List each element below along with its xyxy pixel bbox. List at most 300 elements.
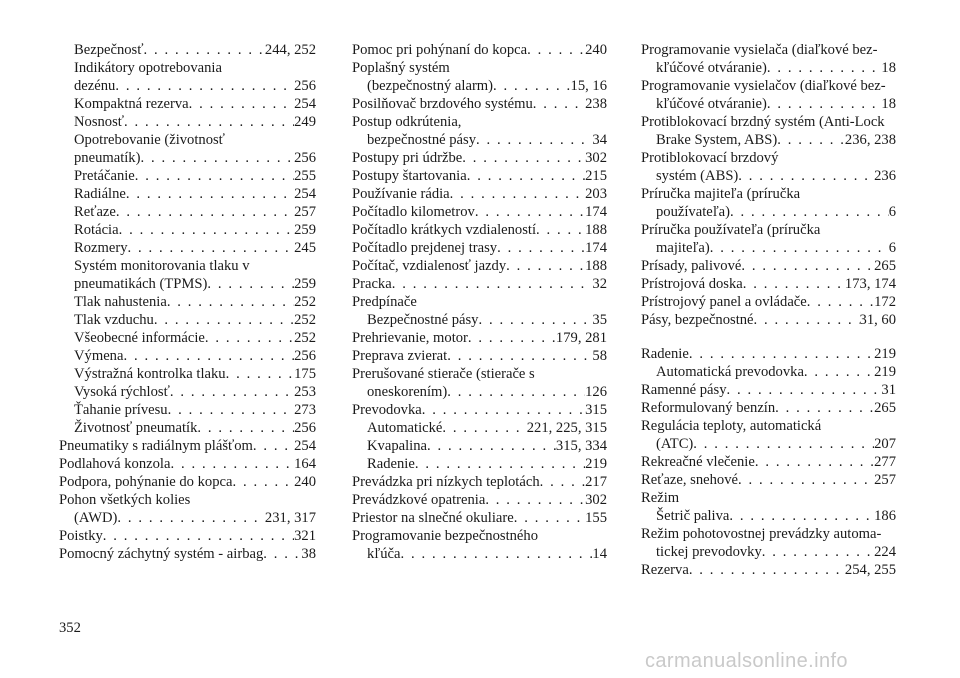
page-reference: 15, 16 [570, 78, 607, 94]
index-entry [352, 185, 607, 203]
index-entry [641, 221, 896, 239]
page-reference: 32 [592, 276, 607, 292]
index-entry [352, 131, 607, 149]
index-entry [352, 311, 607, 329]
index-entry [352, 257, 607, 275]
index-term: Počítač, vzdialenosť jazdy [352, 258, 507, 274]
index-term: Protiblokovací brzdný systém (Anti-Lock [641, 114, 885, 130]
index-entry [641, 149, 896, 167]
dot-leader [140, 149, 294, 167]
index-entry [641, 525, 896, 543]
index-entry [641, 453, 896, 471]
index-term: Reťaze [74, 204, 116, 220]
page-reference: 254 [294, 186, 316, 202]
page-reference: 215 [585, 168, 607, 184]
index-entry [59, 419, 316, 437]
page-reference: 254, 255 [844, 562, 896, 578]
index-entry [59, 365, 316, 383]
dot-leader [467, 167, 585, 185]
page-reference: 173, 174 [844, 276, 896, 292]
dot-leader [189, 95, 294, 113]
index-term: Režim [641, 490, 680, 506]
index-entry [59, 437, 316, 455]
index-term: Kompaktná rezerva [74, 96, 189, 112]
dot-leader [743, 275, 845, 293]
index-entry [59, 167, 316, 185]
index-term: kľúčové otváranie) [656, 96, 767, 112]
dot-leader [755, 453, 874, 471]
page-reference: 252 [294, 294, 316, 310]
index-term: Vysoká rýchlosť [74, 384, 170, 400]
page-reference: 253 [294, 384, 316, 400]
dot-leader [485, 491, 585, 509]
dot-leader [730, 203, 889, 221]
index-term: Bezpečnosť [74, 42, 144, 58]
index-term: Programovanie vysielača (diaľkové bez- [641, 42, 878, 58]
page-reference: 277 [874, 454, 896, 470]
dot-leader [253, 437, 294, 455]
index-term: majiteľa) [656, 240, 710, 256]
dot-leader [767, 59, 882, 77]
index-entry [59, 293, 316, 311]
page-reference: 155 [585, 510, 607, 526]
index-term: Programovanie bezpečnostného [352, 528, 539, 544]
index-term: Životnosť pneumatík [74, 420, 198, 436]
index-entry [59, 275, 316, 293]
dot-leader [128, 239, 295, 257]
index-term: Podpora, pohýnanie do kopca [59, 474, 233, 490]
index-entry [59, 455, 316, 473]
index-term: Protiblokovací brzdový [641, 150, 779, 166]
index-entry [641, 257, 896, 275]
page-reference: 256 [294, 420, 316, 436]
index-term: Predpínače [352, 294, 417, 310]
page-reference: 18 [881, 96, 896, 112]
page-reference: 259 [294, 276, 316, 292]
index-column-2 [352, 41, 607, 563]
index-entry [641, 417, 896, 435]
index-term: Postup odkrútenia, [352, 114, 462, 130]
page-reference: 240 [294, 474, 316, 490]
dot-leader [143, 41, 264, 59]
index-term: Výstražná kontrolka tlaku [74, 366, 226, 382]
page-reference: 315 [585, 402, 607, 418]
dot-leader [497, 239, 585, 257]
index-term: Nosnosť [74, 114, 125, 130]
index-entry [59, 203, 316, 221]
index-term: Poistky [59, 528, 103, 544]
dot-leader [478, 311, 592, 329]
dot-leader [727, 381, 882, 399]
index-term: Rozmery [74, 240, 128, 256]
index-entry [352, 239, 607, 257]
index-entry [641, 203, 896, 221]
index-entry [59, 221, 316, 239]
page-reference: 257 [294, 204, 316, 220]
index-entry [59, 509, 316, 527]
index-term: Radenie [641, 346, 689, 362]
dot-leader [777, 131, 845, 149]
index-term: Prevádzka pri nízkych teplotách [352, 474, 540, 490]
dot-leader [689, 561, 845, 579]
index-term: Ramenné pásy [641, 382, 727, 398]
page-reference: 255 [294, 168, 316, 184]
dot-leader [476, 131, 592, 149]
index-entry [641, 77, 896, 95]
index-term: používateľa) [656, 204, 730, 220]
page-reference: 174 [585, 204, 607, 220]
index-term: Postupy pri údržbe [352, 150, 463, 166]
index-entry [352, 203, 607, 221]
index-term: Príručka používateľa (príručka [641, 222, 821, 238]
index-term: Ťahanie prívesu [74, 402, 168, 418]
index-term: Pneumatiky s radiálnym plášťom [59, 438, 253, 454]
dot-leader [123, 347, 294, 365]
index-term: oneskorením) [367, 384, 448, 400]
index-entry [641, 239, 896, 257]
index-entry [59, 311, 316, 329]
index-term: Opotrebovanie (životnosť [74, 132, 225, 148]
index-entry [59, 77, 316, 95]
dot-leader [427, 437, 556, 455]
index-entry [352, 419, 607, 437]
page-reference: 252 [294, 312, 316, 328]
index-term: Automatická prevodovka [656, 364, 804, 380]
index-term: tickej prevodovky [656, 544, 762, 560]
index-term: Kvapalina [367, 438, 427, 454]
dot-leader [738, 167, 874, 185]
dot-leader [527, 41, 585, 59]
dot-leader [442, 419, 526, 437]
page-reference: 273 [294, 402, 316, 418]
index-column-3 [641, 41, 896, 579]
dot-leader [804, 363, 874, 381]
index-entry [352, 113, 607, 131]
index-entry [352, 95, 607, 113]
page-number: 352 [59, 620, 81, 636]
dot-leader [422, 401, 585, 419]
page-reference: 175 [294, 366, 316, 382]
page-reference: 252 [294, 330, 316, 346]
page-reference: 35 [592, 312, 607, 328]
index-term: Podlahová konzola [59, 456, 171, 472]
index-term: Priestor na slnečné okuliare [352, 510, 514, 526]
dot-leader [738, 471, 874, 489]
page-reference: 259 [294, 222, 316, 238]
index-term: Počítadlo prejdenej trasy [352, 240, 498, 256]
dot-leader [475, 203, 585, 221]
index-entry [352, 149, 607, 167]
page-reference: 321 [294, 528, 316, 544]
dot-leader [693, 435, 874, 453]
page-reference: 34 [592, 132, 607, 148]
index-term: Rekreačné vlečenie [641, 454, 755, 470]
dot-leader [447, 383, 585, 401]
index-entry [641, 489, 896, 507]
index-entry [352, 545, 607, 563]
index-term: Programovanie vysielačov (diaľkové bez- [641, 78, 886, 94]
index-term: Indikátory opotrebovania [74, 60, 222, 76]
index-entry [352, 509, 607, 527]
index-term: Systém monitorovania tlaku v [74, 258, 250, 274]
page-reference: 14 [592, 546, 607, 562]
index-entry [641, 381, 896, 399]
index-term: Používanie rádia [352, 186, 450, 202]
dot-leader [762, 543, 874, 561]
index-term: Postupy štartovania [352, 168, 467, 184]
index-term: Tlak nahustenia [74, 294, 167, 310]
dot-leader [741, 257, 874, 275]
index-term: kľúčové otváranie) [656, 60, 767, 76]
index-term: (ATC) [656, 436, 694, 452]
index-term: Preprava zvierat [352, 348, 448, 364]
index-term: Poplašný systém [352, 60, 450, 76]
index-entry [59, 329, 316, 347]
index-term: Pretáčanie [74, 168, 135, 184]
dot-leader [126, 185, 294, 203]
index-term: Radenie [367, 456, 415, 472]
index-term: dezénu [74, 78, 116, 94]
dot-leader [767, 95, 882, 113]
page-reference: 315, 334 [555, 438, 607, 454]
index-entry [352, 401, 607, 419]
page-reference: 256 [294, 78, 316, 94]
index-entry [59, 527, 316, 545]
dot-leader [807, 293, 874, 311]
dot-leader [710, 239, 889, 257]
dot-leader [205, 329, 294, 347]
watermark: carmanualsonline.info [645, 650, 848, 672]
index-entry [641, 399, 896, 417]
dot-leader [689, 345, 874, 363]
section-gap [641, 329, 896, 345]
page-reference: 58 [592, 348, 607, 364]
index-term: Reťaze, snehové [641, 472, 738, 488]
index-entry [352, 41, 607, 59]
dot-leader [232, 473, 294, 491]
dot-leader [468, 329, 556, 347]
index-entry [59, 185, 316, 203]
page-reference: 18 [881, 60, 896, 76]
dot-leader [170, 455, 294, 473]
page-reference: 188 [585, 258, 607, 274]
index-term: Prehrievanie, motor [352, 330, 468, 346]
page-reference: 236, 238 [844, 132, 896, 148]
page-reference: 238 [585, 96, 607, 112]
page-reference: 172 [874, 294, 896, 310]
dot-leader [263, 545, 301, 563]
index-entry [352, 59, 607, 77]
index-entry [59, 347, 316, 365]
index-entry [641, 275, 896, 293]
index-term: Pracka [352, 276, 392, 292]
page-reference: 207 [874, 436, 896, 452]
index-term: Pohon všetkých kolies [59, 492, 191, 508]
index-entry [59, 149, 316, 167]
page-reference: 186 [874, 508, 896, 524]
page-reference: 164 [294, 456, 316, 472]
index-entry [352, 293, 607, 311]
dot-leader [415, 455, 585, 473]
page-reference: 240 [585, 42, 607, 58]
page-reference: 6 [888, 204, 896, 220]
page-reference: 249 [294, 114, 316, 130]
index-term: Pomoc pri pohýnaní do kopca [352, 42, 528, 58]
index-term: (bezpečnostný alarm) [367, 78, 494, 94]
page-reference: 265 [874, 258, 896, 274]
index-entry [641, 471, 896, 489]
dot-leader [536, 221, 585, 239]
dot-leader [775, 399, 874, 417]
dot-leader [116, 203, 294, 221]
index-term: Posilňovač brzdového systému [352, 96, 533, 112]
index-term: Brake System, ABS) [656, 132, 778, 148]
index-entry [641, 311, 896, 329]
index-entry [59, 545, 316, 563]
dot-leader [450, 185, 585, 203]
index-entry [59, 491, 316, 509]
index-term: Rotácia [74, 222, 119, 238]
page-reference: 219 [585, 456, 607, 472]
page-reference: 256 [294, 348, 316, 364]
page-reference: 31 [881, 382, 896, 398]
index-term: pneumatík) [74, 150, 141, 166]
index-entry [641, 507, 896, 525]
index-entry [352, 437, 607, 455]
index-term: Prísady, palivové [641, 258, 742, 274]
index-term: Šetrič paliva [656, 508, 730, 524]
page-reference: 254 [294, 96, 316, 112]
index-entry [352, 365, 607, 383]
dot-leader [533, 95, 585, 113]
dot-leader [754, 311, 860, 329]
index-entry [352, 383, 607, 401]
page-reference: 236 [874, 168, 896, 184]
dot-leader [447, 347, 592, 365]
page-reference: 31, 60 [859, 312, 896, 328]
index-term: Bezpečnostné pásy [367, 312, 479, 328]
index-term: Prístrojový panel a ovládače [641, 294, 807, 310]
index-entry [352, 329, 607, 347]
page-reference: 224 [874, 544, 896, 560]
index-entry [352, 275, 607, 293]
page-reference: 188 [585, 222, 607, 238]
index-entry [59, 131, 316, 149]
index-entry [59, 257, 316, 275]
page-reference: 244, 252 [264, 42, 316, 58]
dot-leader [115, 77, 294, 95]
dot-leader [493, 77, 571, 95]
page-reference: 221, 225, 315 [526, 420, 607, 436]
page-reference: 174 [585, 240, 607, 256]
index-term: Tlak vzduchu [74, 312, 154, 328]
index-term: Reformulovaný benzín [641, 400, 776, 416]
index-term: Pásy, bezpečnostné [641, 312, 754, 328]
index-entry [59, 41, 316, 59]
page-reference: 179, 281 [555, 330, 607, 346]
page-reference: 38 [301, 546, 316, 562]
index-term: Výmena [74, 348, 124, 364]
dot-leader [135, 167, 294, 185]
index-entry [59, 95, 316, 113]
page-reference: 257 [874, 472, 896, 488]
index-entry [641, 543, 896, 561]
index-term: (AWD) [74, 510, 118, 526]
dot-leader [462, 149, 585, 167]
index-entry [59, 239, 316, 257]
index-term: systém (ABS) [656, 168, 739, 184]
index-term: Automatické [367, 420, 443, 436]
dot-leader [207, 275, 294, 293]
dot-leader [226, 365, 295, 383]
index-term: Všeobecné informácie [74, 330, 205, 346]
page-reference: 217 [585, 474, 607, 490]
index-entry [352, 491, 607, 509]
page-reference: 302 [585, 492, 607, 508]
index-entry [641, 95, 896, 113]
index-entry [641, 363, 896, 381]
index-entry [641, 435, 896, 453]
page-reference: 219 [874, 364, 896, 380]
index-entry [641, 293, 896, 311]
dot-leader [514, 509, 585, 527]
page-reference: 254 [294, 438, 316, 454]
index-term: Prevádzkové opatrenia [352, 492, 486, 508]
index-entry [352, 347, 607, 365]
index-entry [59, 383, 316, 401]
index-entry [641, 113, 896, 131]
dot-leader [400, 545, 592, 563]
dot-leader [170, 383, 294, 401]
dot-leader [729, 507, 874, 525]
index-term: Počítadlo krátkych vzdialeností [352, 222, 536, 238]
index-entry [641, 59, 896, 77]
dot-leader [197, 419, 294, 437]
index-term: Režim pohotovostnej prevádzky automa- [641, 526, 882, 542]
index-term: Radiálne [74, 186, 126, 202]
index-entry [352, 455, 607, 473]
dot-leader [540, 473, 585, 491]
dot-leader [506, 257, 585, 275]
page-reference: 245 [294, 240, 316, 256]
index-entry [352, 167, 607, 185]
dot-leader [119, 221, 295, 239]
index-entry [59, 473, 316, 491]
index-term: Prístrojová doska [641, 276, 743, 292]
index-term: Prevodovka [352, 402, 422, 418]
index-term: Rezerva [641, 562, 689, 578]
index-entry [641, 131, 896, 149]
page-reference: 265 [874, 400, 896, 416]
index-term: Pomocný záchytný systém - airbag [59, 546, 264, 562]
page-reference: 126 [585, 384, 607, 400]
index-term: Príručka majiteľa (príručka [641, 186, 801, 202]
dot-leader [167, 293, 294, 311]
dot-leader [168, 401, 295, 419]
index-entry [641, 561, 896, 579]
index-term: Prerušované stierače (stierače s [352, 366, 535, 382]
dot-leader [117, 509, 265, 527]
index-term: bezpečnostné pásy [367, 132, 477, 148]
page-reference: 231, 317 [264, 510, 316, 526]
dot-leader [392, 275, 593, 293]
page-reference: 219 [874, 346, 896, 362]
index-entry [59, 59, 316, 77]
index-column-1 [59, 41, 316, 563]
page-reference: 256 [294, 150, 316, 166]
index-entry [641, 185, 896, 203]
page-reference: 302 [585, 150, 607, 166]
